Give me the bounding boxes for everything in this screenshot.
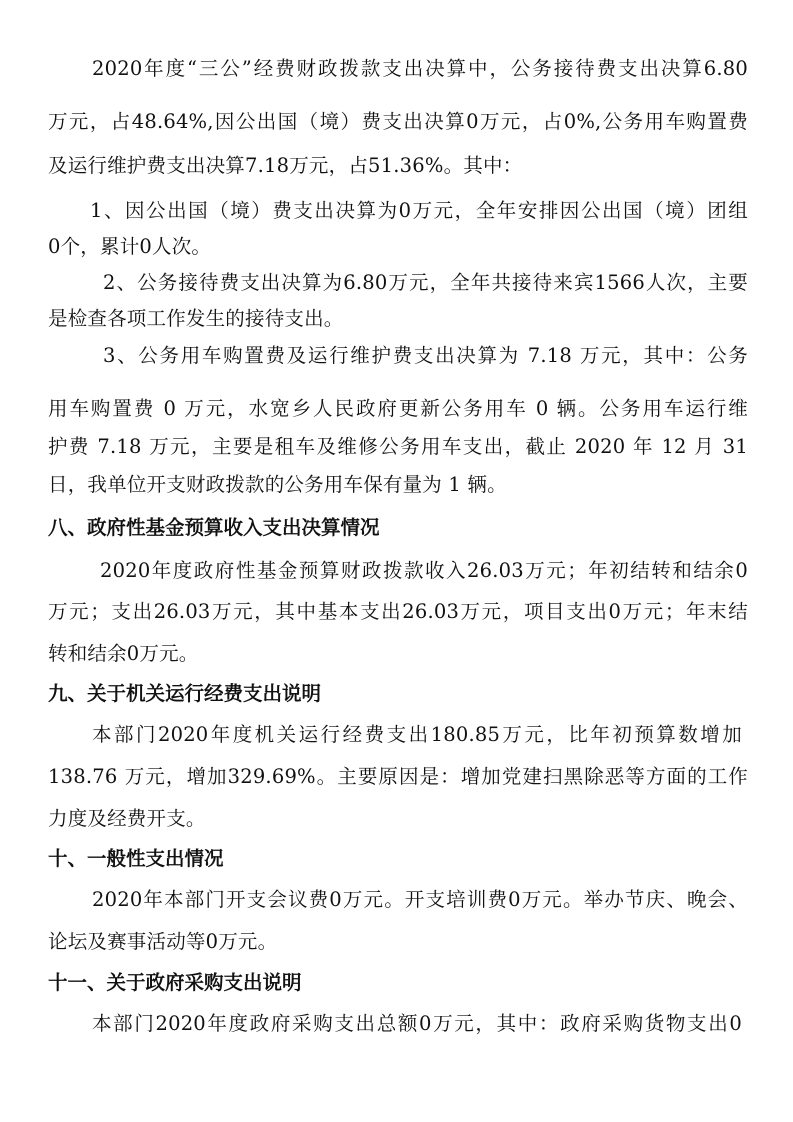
paragraph-line: 是检查各项工作发生的接待支出。 [48,307,344,330]
section-heading: 九、关于机关运行经费支出说明 [48,682,322,705]
paragraph-line: 本部门2020年度机关运行经费支出180.85万元，比年初预算数增加 [92,723,742,746]
section-heading: 八、政府性基金预算收入支出决算情况 [48,516,380,539]
paragraph-line: 本部门2020年度政府采购支出总额0万元，其中：政府采购货物支出0 [92,1012,742,1035]
section-heading: 十一、关于政府采购支出说明 [48,971,302,994]
paragraph-line: 万元；支出26.03万元，其中基本支出26.03万元，项目支出0万元；年末结 [48,600,748,623]
paragraph-line: 转和结余0万元。 [48,642,199,665]
paragraph-line: 2020年本部门开支会议费0万元。开支培训费0万元。举办节庆、晚会、 [92,888,748,911]
paragraph-line: 2020年度“三公”经费财政拨款支出决算中，公务接待费支出决算6.80 [92,57,748,80]
paragraph-line: 论坛及赛事活动等0万元。 [48,930,278,953]
paragraph-line: 1、因公出国（境）费支出决算为0万元，全年安排因公出国（境）团组 [90,199,748,222]
paragraph-line: 0个，累计0人次。 [48,235,212,258]
paragraph-line: 138.76 万元，增加329.69%。主要原因是：增加党建扫黑除恶等方面的工作 [48,765,748,788]
paragraph-line: 用车购置费 0 万元，水宽乡人民政府更新公务用车 0 辆。公务用车运行维 [48,397,748,420]
paragraph-line: 日，我单位开支财政拨款的公务用车保有量为 1 辆。 [48,473,507,496]
paragraph-line: 及运行维护费支出决算7.18万元，占51.36%。其中： [48,154,523,177]
paragraph-line: 护费 7.18 万元，主要是租车及维修公务用车支出，截止 2020 年 12 月 31 [48,435,748,458]
paragraph-line: 2、公务接待费支出决算为6.80万元，全年共接待来宾1566人次，主要 [103,271,748,294]
paragraph-line: 3、公务用车购置费及运行维护费支出决算为 7.18 万元，其中：公务 [103,344,748,367]
paragraph-line: 万元，占48.64%,因公出国（境）费支出决算0万元，占0%,公务用车购置费 [48,110,748,133]
paragraph-line: 力度及经费开支。 [48,807,206,830]
paragraph-line: 2020年度政府性基金预算财政拨款收入26.03万元；年初结转和结余0 [100,559,748,582]
section-heading: 十、一般性支出情况 [48,847,224,870]
